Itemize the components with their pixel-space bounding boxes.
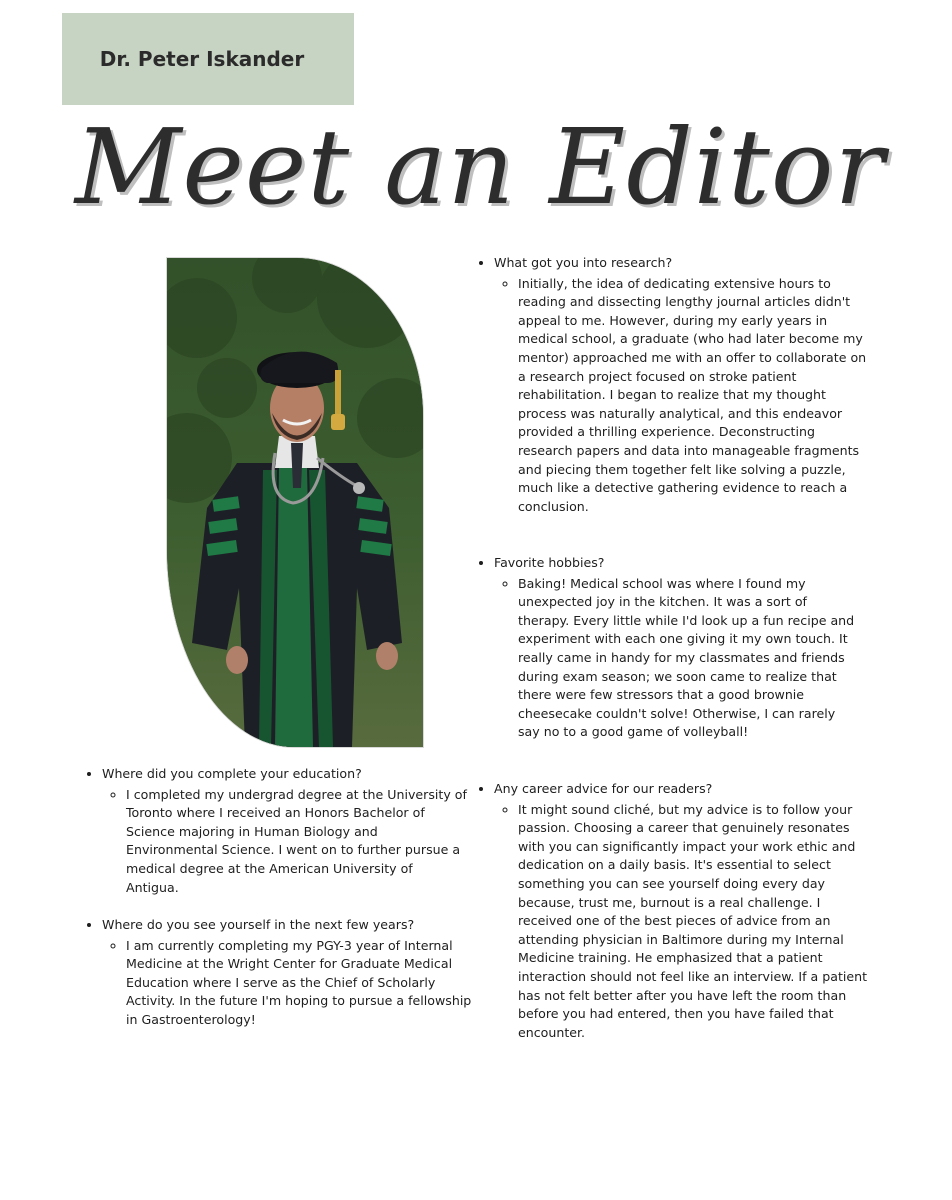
question: • What got you into research? ◦ Initially, the idea of dedicating extensive hours to reading and dissecting lengthy journal articles didn't appeal to me. However, during my early years in medical school, a graduate (who had later become my mentor) approached me with an offer to collaborate on a research project focused on stroke patient rehabilitation. I began to realize that my thought process was naturally analytical, and this endeavor provided a thrilling experience. Deconstructing research papers and data into manageable fragments and piecing them together felt like solving a puzzle, much like a detective gathering evidence to reach a conclusion. <box>494 254 871 516</box>
qa-research <box>476 254 871 516</box>
answer: ◦ Baking! Medical school was where I found my unexpected joy in the kitchen. It was a sort of therapy. Every little while I'd look up a fun recipe and experiment with each one giving it my own touch. It really came in handy for my classmates and friends during exam season; we soon came to realize that there were few stressors that a good brownie cheesecake couldn't solve! Otherwise, I can rarely say no to a good game of volleyball! <box>518 575 856 742</box>
answer: ◦ Initially, the idea of dedicating extensive hours to reading and dissecting lengthy journal articles didn't appeal to me. However, during my early years in medical school, a graduate (who had later become my mentor) approached me with an offer to collaborate on a research project focused on stroke patient rehabilitation. I began to realize that my thought process was naturally analytical, and this endeavor provided a thrilling experience. Deconstructing research papers and data into manageable fragments and piecing them together felt like solving a puzzle, much like a detective gathering evidence to reach a conclusion. <box>518 275 871 517</box>
page-title: Meet an Editor <box>74 106 886 228</box>
question: • Where did you complete your education? ◦ I completed my undergrad degree at the University of Toronto where I received an Honors Bachelor of Science majoring in Human Biology and Environmental Science. I went on to further pursue a medical degree at the American University of Antigua. <box>102 765 469 897</box>
qa-career-advice <box>476 780 871 1042</box>
graduate-portrait-icon <box>167 258 423 747</box>
question: • Favorite hobbies? ◦ Baking! Medical school was where I found my unexpected joy in the kitchen. It was a sort of therapy. Every little while I'd look up a fun recipe and experiment with each one giving it my own touch. It really came in handy for my classmates and friends during exam season; we soon came to realize that there were few stressors that a good brownie cheesecake couldn't solve! Otherwise, I can rarely say no to a good game of volleyball! <box>494 554 856 742</box>
question: • Where do you see yourself in the next few years? ◦ I am currently completing my PGY-3 year of Internal Medicine at the Wright Center for Graduate Medical Education where I serve as the Chief of Scholarly Activity. In the future I'm hoping to pursue a fellowship in Gastroenterology! <box>102 916 474 1030</box>
editor-name: Dr. Peter Iskander <box>99 47 305 71</box>
question: • Any career advice for our readers? ◦ It might sound cliché, but my advice is to follow your passion. Choosing a career that genuinely resonates with you can significantly impact your work ethic and dedication on a daily basis. It's essential to select something you can see yourself doing every day because, trust me, burnout is a real challenge. I received one of the best pieces of advice from an attending physician in Baltimore during my Internal Medicine training. He emphasized that a patient interaction should not feel like an interview. If a patient has not felt better after you have left the room than before you had entered, then you have failed that encounter. <box>494 780 871 1042</box>
answer: ◦ It might sound cliché, but my advice is to follow your passion. Choosing a career that genuinely resonates with you can significantly impact your work ethic and dedication on a daily basis. It's essential to select something you can see yourself doing every day because, trust me, burnout is a real challenge. I received one of the best pieces of advice from an attending physician in Baltimore during my Internal Medicine training. He emphasized that a patient interaction should not feel like an interview. If a patient has not felt better after you have left the room than before you had entered, then you have failed that encounter. <box>518 801 871 1043</box>
editor-photo <box>166 257 424 748</box>
answer: ◦ I completed my undergrad degree at the University of Toronto where I received an Honors Bachelor of Science majoring in Human Biology and Environmental Science. I went on to further pursue a medical degree at the American University of Antigua. <box>126 786 469 898</box>
qa-future <box>84 916 474 1030</box>
qa-hobbies <box>476 554 856 742</box>
answer: ◦ I am currently completing my PGY-3 year of Internal Medicine at the Wright Center for Graduate Medical Education where I serve as the Chief of Scholarly Activity. In the future I'm hoping to pursue a fellowship in Gastroenterology! <box>126 937 474 1030</box>
qa-education <box>84 765 469 897</box>
